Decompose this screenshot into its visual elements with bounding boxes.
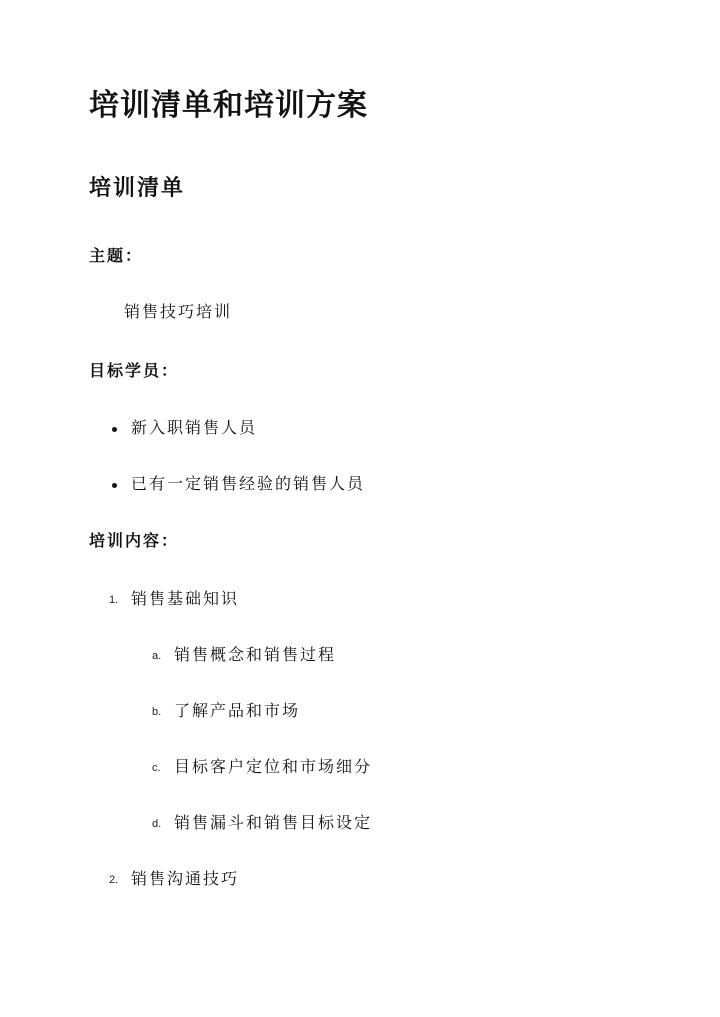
sublist-item-letter: d. xyxy=(152,818,162,830)
sublist-item-letter: a. xyxy=(152,650,162,662)
sublist-item-text: 了解产品和市场 xyxy=(174,701,301,720)
bullet-icon xyxy=(112,483,117,488)
topic-label: 主题： xyxy=(89,246,144,265)
sublist-item-text: 销售漏斗和销售目标设定 xyxy=(174,813,373,832)
sublist-item-letter: b. xyxy=(152,706,162,718)
list-item-text: 销售基础知识 xyxy=(131,589,240,608)
target-audience-label: 目标学员： xyxy=(89,361,180,380)
sublist-item-text: 销售概念和销售过程 xyxy=(174,645,337,664)
list-item-text: 新入职销售人员 xyxy=(131,418,258,437)
sublist-item-letter: c. xyxy=(152,762,161,774)
page-title: 培训清单和培训方案 xyxy=(89,88,368,123)
section-heading: 培训清单 xyxy=(89,175,186,201)
topic-value: 销售技巧培训 xyxy=(124,302,233,321)
content-label: 培训内容： xyxy=(89,531,180,550)
sublist-item-text: 目标客户定位和市场细分 xyxy=(174,757,373,776)
list-item-text: 销售沟通技巧 xyxy=(131,869,240,888)
list-item-text: 已有一定销售经验的销售人员 xyxy=(131,474,366,493)
bullet-icon xyxy=(112,427,117,432)
list-item-number: 1. xyxy=(109,594,119,606)
list-item-number: 2. xyxy=(109,874,119,886)
